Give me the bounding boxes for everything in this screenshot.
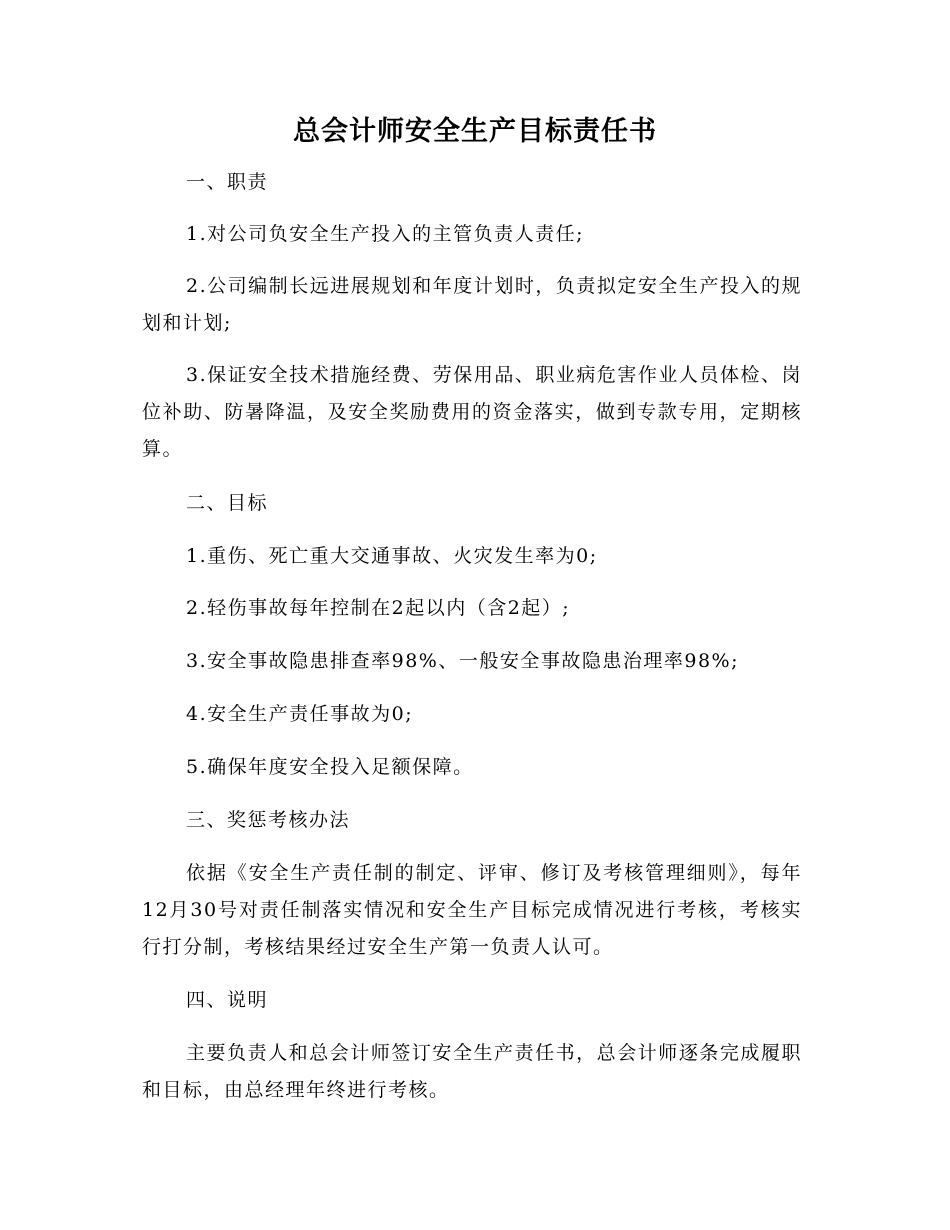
goal-item-1: 1.重伤、死亡重大交通事故、火灾发生率为0; bbox=[186, 545, 598, 567]
section-heading-duties: 一、职责 bbox=[186, 171, 269, 193]
goal-item-3: 3.安全事故隐患排查率98%、一般安全事故隐患治理率98%; bbox=[186, 650, 739, 672]
assessment-paragraph: 依据《安全生产责任制的制定、评审、修订及考核管理细则》，每年12月30号对责任制落实情况和安全生产目标完成情况进行考核，考核实行打分制，考核结果经过安全生产第一负责人认可。 bbox=[142, 862, 802, 958]
section-heading-assessment: 三、奖惩考核办法 bbox=[186, 809, 351, 831]
section-heading-notes: 四、说明 bbox=[186, 989, 269, 1011]
goal-item-4: 4.安全生产责任事故为0; bbox=[186, 703, 414, 725]
duty-item-1: 1.对公司负安全生产投入的主管负责人责任; bbox=[186, 223, 585, 245]
duty-item-2: 2.公司编制长远进展规划和年度计划时，负责拟定安全生产投入的规划和计划; bbox=[142, 275, 802, 334]
duty-item-3: 3.保证安全技术措施经费、劳保用品、职业病危害作业人员体检、岗位补助、防暑降温，及安全奖励费用的资金落实，做到专款专用，定期核算。 bbox=[142, 364, 802, 460]
section-heading-goals: 二、目标 bbox=[186, 492, 269, 514]
goal-item-2: 2.轻伤事故每年控制在2起以内（含2起）; bbox=[186, 597, 571, 619]
document-title: 总会计师安全生产目标责任书 bbox=[293, 116, 657, 147]
notes-paragraph: 主要负责人和总会计师签订安全生产责任书，总会计师逐条完成履职和目标，由总经理年终进行考核。 bbox=[142, 1042, 802, 1101]
goal-item-5: 5.确保年度安全投入足额保障。 bbox=[186, 756, 474, 778]
